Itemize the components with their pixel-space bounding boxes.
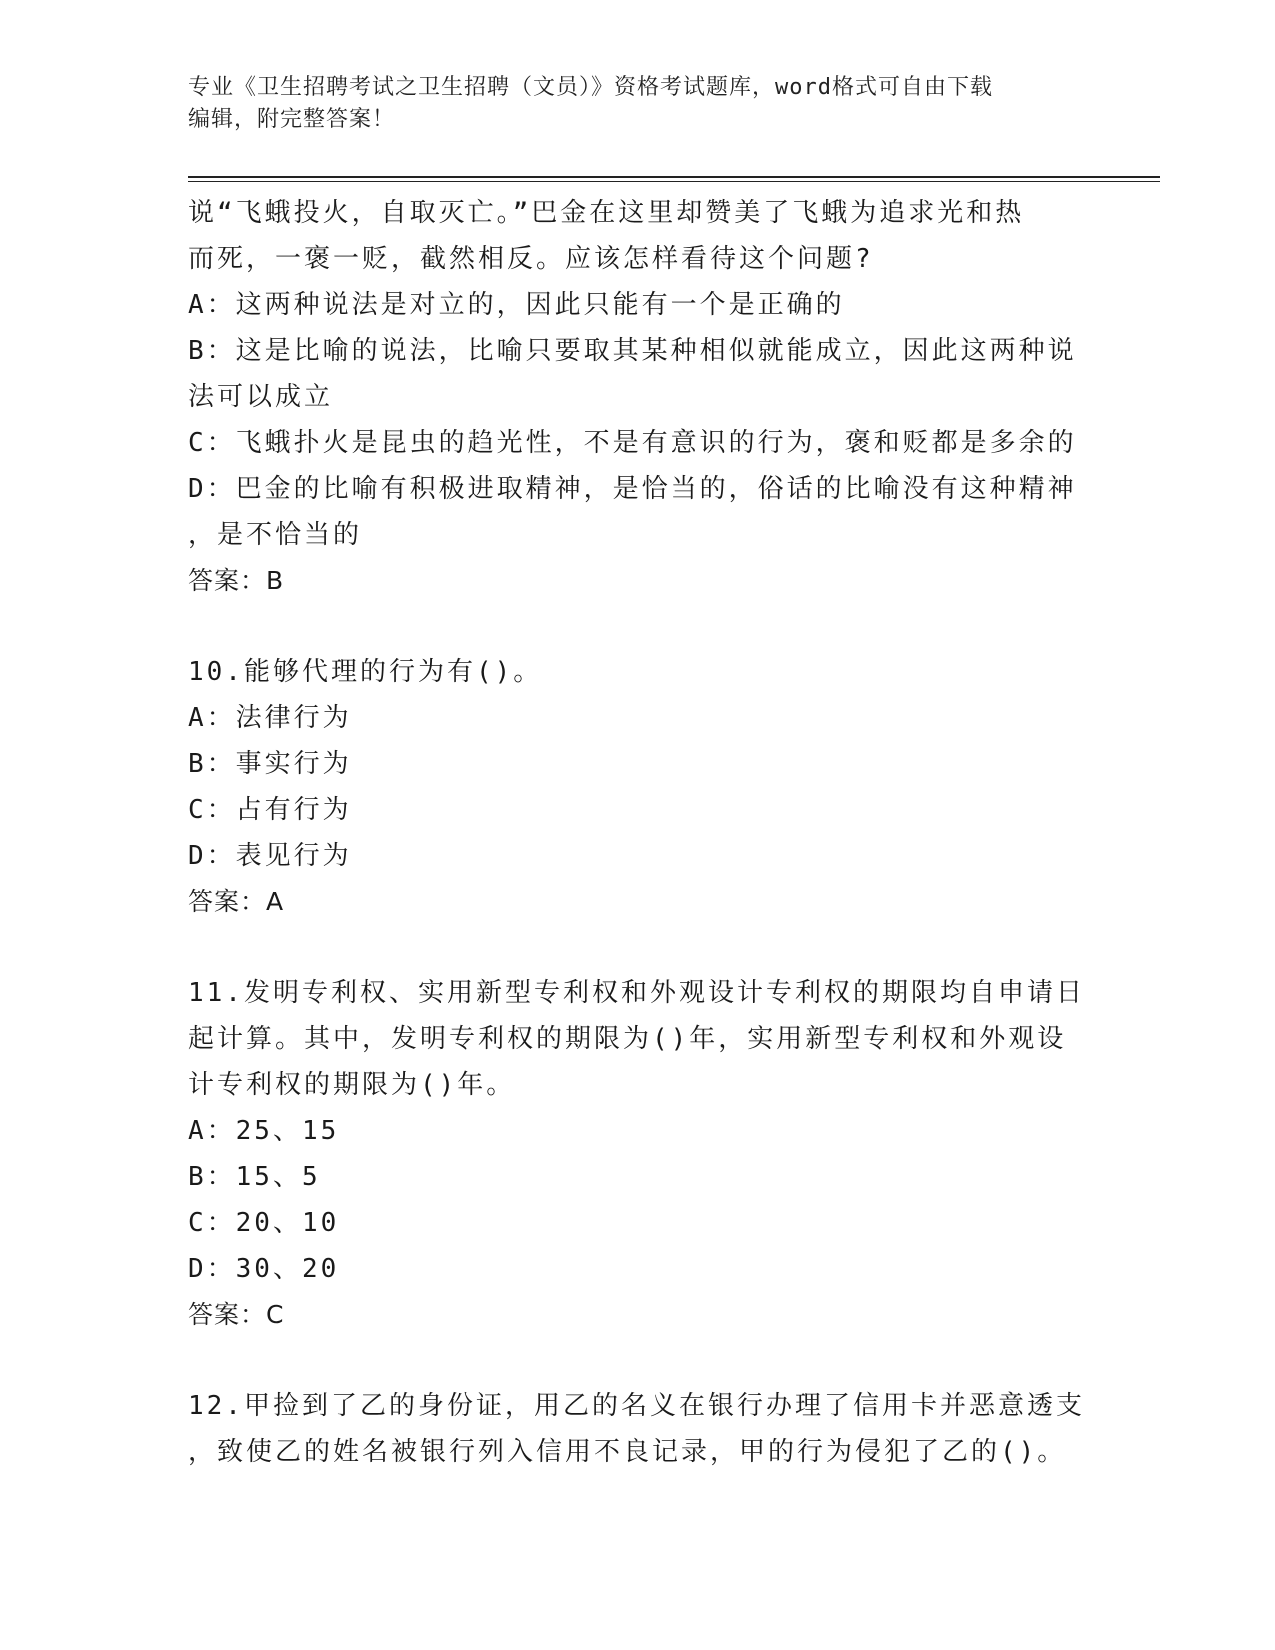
- question-10: [188, 649, 1088, 925]
- option-d: D：30、20: [188, 1254, 340, 1284]
- spacer: [188, 1338, 1088, 1383]
- option-b: B：15、5: [188, 1162, 321, 1192]
- header-line-1: 专业《卫生招聘考试之卫生招聘（文员）》资格考试题库，word格式可自由下载: [188, 75, 993, 100]
- answer-text: 答案：C: [188, 1300, 285, 1329]
- option-b-line-1: B：这是比喻的说法，比喻只要取其某种相似就能成立，因此这两种说: [188, 336, 1077, 366]
- question-stem-line: 说“飞蛾投火，自取灭亡。”巴金在这里却赞美了飞蛾为追求光和热: [188, 198, 1025, 228]
- header-divider-thin: [188, 181, 1160, 182]
- document-header: [188, 72, 1068, 136]
- option-d-line-2: ，是不恰当的: [188, 520, 363, 550]
- option-c: C：占有行为: [188, 795, 352, 825]
- question-stem-line: 11.发明专利权、实用新型专利权和外观设计专利权的期限均自申请日: [188, 978, 1085, 1008]
- option-a: A：法律行为: [188, 703, 352, 733]
- option-a: A：这两种说法是对立的，因此只能有一个是正确的: [188, 290, 845, 320]
- option-d-line-1: D：巴金的比喻有积极进取精神，是恰当的，俗话的比喻没有这种精神: [188, 474, 1077, 504]
- header-divider-thick: [188, 176, 1160, 178]
- option-b: B：事实行为: [188, 749, 352, 779]
- spacer: [188, 604, 1088, 649]
- question-stem: 10.能够代理的行为有()。: [188, 657, 543, 687]
- header-line-2: 编辑，附完整答案！: [188, 107, 396, 132]
- question-11: [188, 970, 1088, 1338]
- option-b-line-2: 法可以成立: [188, 382, 334, 412]
- answer-text: 答案：B: [188, 566, 285, 595]
- option-d: D：表见行为: [188, 841, 352, 871]
- question-stem-line: 12.甲捡到了乙的身份证，用乙的名义在银行办理了信用卡并恶意透支: [188, 1391, 1085, 1421]
- option-c: C：20、10: [188, 1208, 340, 1238]
- question-12: [188, 1383, 1088, 1475]
- question-9: [188, 190, 1088, 604]
- question-stem-line: 起计算。其中，发明专利权的期限为()年，实用新型专利权和外观设: [188, 1024, 1067, 1054]
- spacer: [188, 925, 1088, 970]
- question-stem-line: 而死，一褒一贬，截然相反。应该怎样看待这个问题?: [188, 244, 874, 274]
- question-list: [188, 190, 1088, 1475]
- option-a: A：25、15: [188, 1116, 340, 1146]
- question-stem-line: 计专利权的期限为()年。: [188, 1070, 516, 1100]
- answer-text: 答案：A: [188, 887, 285, 916]
- option-c: C：飞蛾扑火是昆虫的趋光性，不是有意识的行为，褒和贬都是多余的: [188, 428, 1077, 458]
- question-stem-line: ，致使乙的姓名被银行列入信用不良记录，甲的行为侵犯了乙的()。: [188, 1437, 1067, 1467]
